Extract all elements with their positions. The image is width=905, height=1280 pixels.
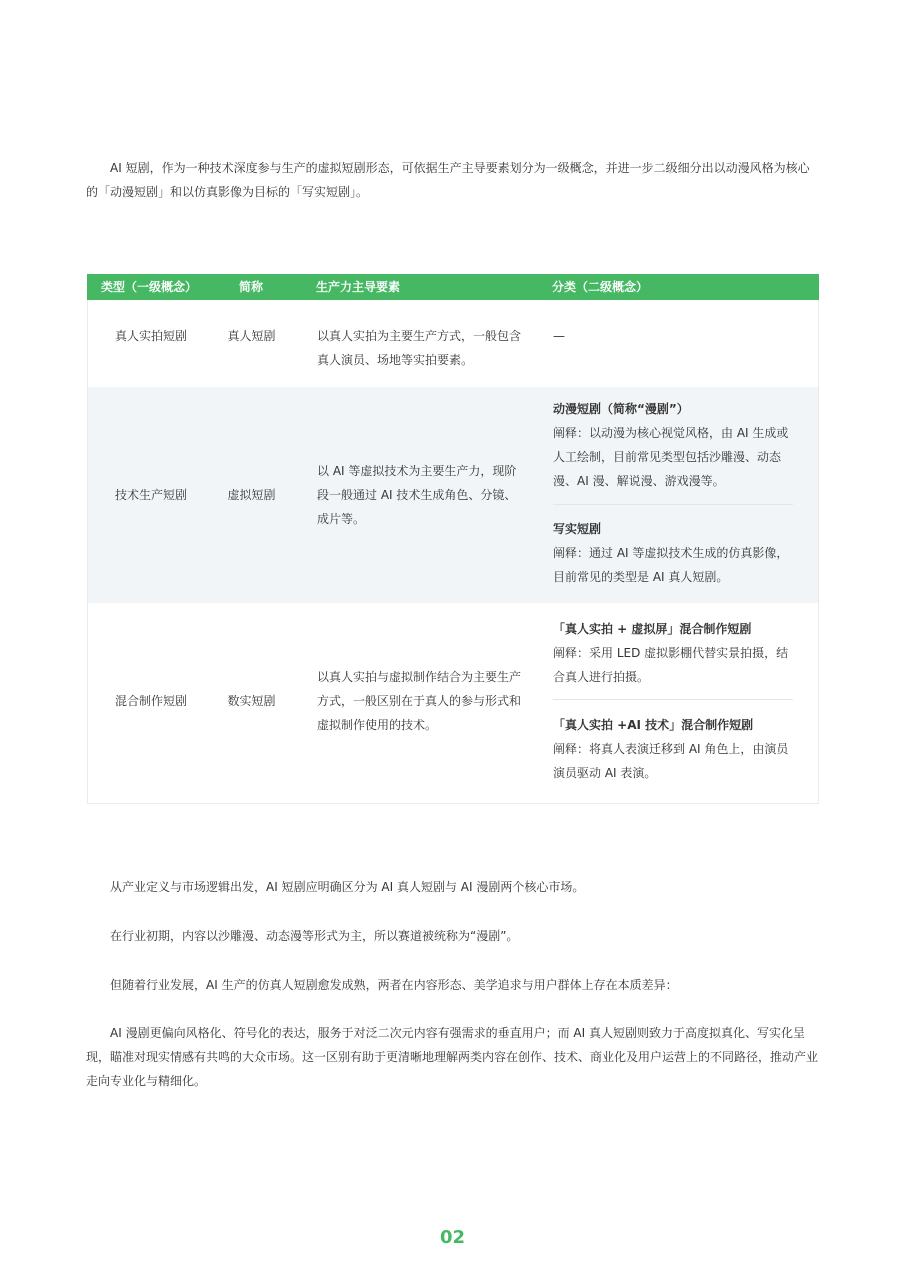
subcategory-divider (553, 504, 793, 505)
subcategory-desc: 阐释：以动漫为核心视觉风格，由 AI 生成或人工绘制，目前常见类型包括沙雕漫、动态漫、AI 漫、解说漫、游戏漫等。 (553, 426, 789, 488)
cell-element: 以真人实拍与虚拟制作结合为主要生产方式，一般区别在于真人的参与形式和虚拟制作使用的技术。 (317, 670, 522, 732)
cell-type: 真人实拍短剧 (114, 329, 187, 343)
table-row (88, 300, 818, 387)
classification-table (87, 274, 819, 804)
table-row (88, 387, 818, 603)
header-element: 生产力主导要素 (316, 280, 401, 294)
header-subcategory: 分类（二级概念） (552, 280, 649, 294)
body-paragraph: AI 漫剧更偏向风格化、符号化的表达，服务于对泛二次元内容有强需求的垂直用户；而 AI 真人短剧则致力于高度拟真化、写实化呈现，瞄准对现实情感有共鸣的大众市场。这一区别有助于更清晰地理解两类内容在创作、技术、商业化及用户运营上的不同路径，推动产业走向专业化与精细化。 (86, 1026, 819, 1088)
subcategory-title: 动漫短剧（简称“漫剧”） (553, 402, 689, 416)
cell-element: 以 AI 等虚拟技术为主要生产力，现阶段一般通过 AI 技术生成角色、分镜、成片等。 (317, 464, 517, 526)
subcategory-desc: 阐释：将真人表演迁移到 AI 角色上，由演员演员驱动 AI 表演。 (553, 742, 789, 780)
body-paragraph: 从产业定义与市场逻辑出发，AI 短剧应明确区分为 AI 真人短剧与 AI 漫剧两个核心市场。 (110, 880, 585, 894)
cell-abbr: 数实短剧 (227, 694, 276, 708)
header-type: 类型（一级概念） (101, 280, 198, 294)
cell-abbr: 虚拟短剧 (227, 488, 276, 502)
cell-type: 技术生产短剧 (114, 488, 187, 502)
header-abbr: 简称 (239, 280, 264, 294)
table-header (87, 274, 819, 300)
page-number: 02 (439, 1227, 466, 1248)
subcategory-desc: 阐释：采用 LED 虚拟影棚代替实景拍摄，结合真人进行拍摄。 (553, 646, 789, 684)
cell-subcategory-empty: — (553, 329, 565, 343)
subcategory-title: 「真人实拍 + 虚拟屏」混合制作短剧 (553, 622, 752, 636)
body-paragraph: 在行业初期，内容以沙雕漫、动态漫等形式为主，所以赛道被统称为“漫剧”。 (110, 929, 519, 943)
subcategory-divider (553, 699, 793, 700)
cell-abbr: 真人短剧 (227, 329, 276, 343)
table-row (88, 603, 818, 803)
subcategory-title: 「真人实拍 +AI 技术」混合制作短剧 (553, 718, 754, 732)
body-paragraph: 但随着行业发展，AI 生产的仿真人短剧愈发成熟，两者在内容形态、美学追求与用户群体上存在本质差异： (110, 978, 678, 992)
cell-element: 以真人实拍为主要生产方式，一般包含真人演员、场地等实拍要素。 (317, 329, 522, 367)
cell-type: 混合制作短剧 (114, 694, 187, 708)
intro-paragraph: AI 短剧，作为一种技术深度参与生产的虚拟短剧形态，可依据生产主导要素划分为一级概念，并进一步二级细分出以动漫风格为核心的「动漫短剧」和以仿真影像为目标的「写实短剧」。 (86, 161, 810, 199)
subcategory-title: 写实短剧 (553, 522, 602, 536)
subcategory-desc: 阐释：通过 AI 等虚拟技术生成的仿真影像，目前常见的类型是 AI 真人短剧。 (553, 546, 789, 584)
